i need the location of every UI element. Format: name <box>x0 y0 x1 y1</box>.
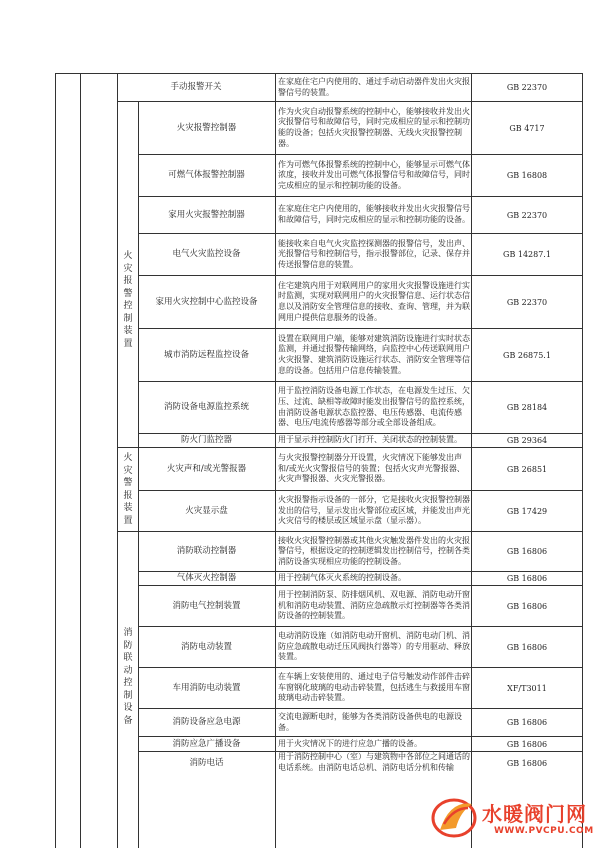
row-desc: 在车辆上安装使用的、通过电子信号触发动作部件击碎车窗钢化玻璃的电动击碎装置，包括逃生与救援用车窗玻璃电动击碎装置。 <box>278 672 470 703</box>
category-linkage: 消防联动控制设备 <box>123 628 133 726</box>
row-desc: 在家庭住宅户内使用的、通过手动启动器件发出火灾报警信号的装置。 <box>278 76 470 97</box>
row-desc: 作为火灾自动报警系统的控制中心，能够接收并发出火灾报警信号和故障信号，同时完成相应的显示和控制功能的设备；包括火灾报警控制器、无线火灾报警控制器。 <box>278 106 470 148</box>
row-desc: 与火灾报警控制器分开设置，火灾情况下能够发出声和/或光火灾警报信号的装置；包括火灾声光警报器、火灾声警报器、火灾光警报器。 <box>278 453 465 484</box>
row-name: 消防电话 <box>189 757 224 768</box>
row-name: 气体灭火控制器 <box>176 573 237 583</box>
row-standard: GB 16806 <box>506 547 548 556</box>
row-name: 防火门监控器 <box>180 435 232 445</box>
row-standard: XF/T3011 <box>507 683 547 693</box>
row-desc: 用于监控消防设备电源工作状态，在电源发生过压、欠压、过流、缺相等故障时能发出报警信号的监控系统，由消防设备电源状态监控器、电压传感器、电流传感器、电压/电流传感器等部分或全部设备组成。 <box>278 386 470 428</box>
row-name: 手动报警开关 <box>170 82 222 92</box>
valve-logo-icon <box>430 794 480 840</box>
row-desc: 电动消防设施（如消防电动开窗机、消防电动门机、消防应急疏散电动迁压风阀执行器等）的专用驱动、释放装置。 <box>278 631 470 662</box>
row-name: 车用消防电动装置 <box>172 682 241 693</box>
row-desc: 火灾报警指示设备的一部分，它是接收火灾报警控制器发出的信号，显示发出火警部位或区域，并能发出声光火灾信号的楼层或区域显示盘（显示器）。 <box>278 495 470 526</box>
row-standard: GB 16806 <box>506 758 548 768</box>
row-name: 消防设备应急电源 <box>172 717 241 727</box>
row-name: 电气火灾监控设备 <box>172 249 241 259</box>
row-name: 消防应急广播设备 <box>172 738 241 749</box>
row-name: 消防设备电源监控系统 <box>163 402 249 412</box>
row-standard: GB 16806 <box>506 718 548 727</box>
row-name: 城市消防远程监控设备 <box>163 349 249 360</box>
row-standard: GB 22370 <box>506 83 548 92</box>
row-standard: GB 17429 <box>506 506 548 516</box>
row-desc: 用于显示并控制防火门打开、关闭状态的控制装置。 <box>278 435 462 445</box>
row-name: 家用火灾控制中心监控设备 <box>155 296 258 307</box>
row-desc: 能接收来自电气火灾监控探测器的报警信号，发出声、光报警信号和控制信号，指示报警部位，记录、保存并传送报警信息的装置。 <box>278 238 470 269</box>
row-standard: GB 16806 <box>506 601 548 611</box>
row-desc: 用于火灾情况下的进行应急广播的设备。 <box>278 738 422 748</box>
row-standard: GB 16806 <box>506 574 548 583</box>
row-name: 火灾报警控制器 <box>176 122 237 133</box>
row-standard: GB 16806 <box>506 739 548 749</box>
row-standard: GB 26851 <box>506 464 548 474</box>
row-desc: 交流电源断电时，能够为各类消防设备供电的电源设备。 <box>278 711 462 732</box>
row-standard: GB 16808 <box>506 171 548 180</box>
row-desc: 在家庭住宅户内使用的，能够接收并发出火灾报警信号和故障信号，同时完成相应的显示和控制功能的设备。 <box>278 204 470 224</box>
watermark-url: WWW.PVCPU.COM <box>494 826 594 836</box>
watermark-title: 水暖阀门网 <box>482 802 587 826</box>
row-name: 可燃气体报警控制器 <box>168 170 245 180</box>
row-standard: GB 26875.1 <box>503 350 551 360</box>
row-desc: 用于消防控制中心（室）与建筑物中各部位之间通话的电话系统。由消防电话总机、消防电话分机和传输 <box>278 752 470 772</box>
row-standard: GB 29364 <box>506 436 548 445</box>
row-standard: GB 4717 <box>509 123 545 133</box>
row-desc: 用于控制气体灭火系统的控制设备。 <box>278 573 406 583</box>
row-desc: 住宅建筑内用于对联网用户的家用火灾报警设施进行实时监测，实现对联网用户的火灾报警信息、运行状态信息以及消防安全管理信息的接收、查询、管理，并为联网用户提供信息服务的设备。 <box>278 280 470 322</box>
row-desc: 作为可燃气体报警系统的控制中心，能够显示可燃气体浓度，接收并发出可燃气体报警信号和故障信号，同时完成相应的显示和控制功能的设备。 <box>278 159 470 190</box>
site-watermark <box>430 790 600 848</box>
row-standard: GB 22370 <box>506 210 548 220</box>
row-name: 消防联动控制器 <box>176 546 237 556</box>
row-name: 家用火灾报警控制器 <box>168 209 245 220</box>
row-desc: 用于控制消防泵、防排烟风机、双电源、消防电动开窗机和消防电动装置、消防应急疏散示灯控制器等各类消防设备的控制装置。 <box>278 590 470 621</box>
row-standard: GB 16806 <box>506 642 548 652</box>
row-name: 火灾显示盘 <box>185 505 228 516</box>
row-standard: GB 28184 <box>506 403 548 412</box>
row-name: 消防电动装置 <box>180 641 232 652</box>
row-standard: GB 14287.1 <box>503 250 551 259</box>
row-standard: GB 22370 <box>506 297 548 307</box>
row-desc: 设置在联网用户端，能够对建筑消防设施进行实时状态监测，并通过报警传输网络，向监控中心传送联网用户火灾报警、建筑消防设施运行状态、消防安全管理等信息的设备。包括用户信息传输装置。 <box>278 333 470 375</box>
row-name: 火灾声和/或光警报器 <box>166 463 247 474</box>
category-display: 火灾警报装置 <box>123 453 133 526</box>
row-name: 消防电气控制装置 <box>172 600 241 611</box>
row-desc: 接收火灾报警控制器或其他火灾触发器件发出的火灾报警信号，根据设定的控制逻辑发出控制信号，控制各类消防设备实现相应功能的控制设备。 <box>278 535 470 566</box>
category-controller: 火灾报警控制装置 <box>123 251 133 349</box>
